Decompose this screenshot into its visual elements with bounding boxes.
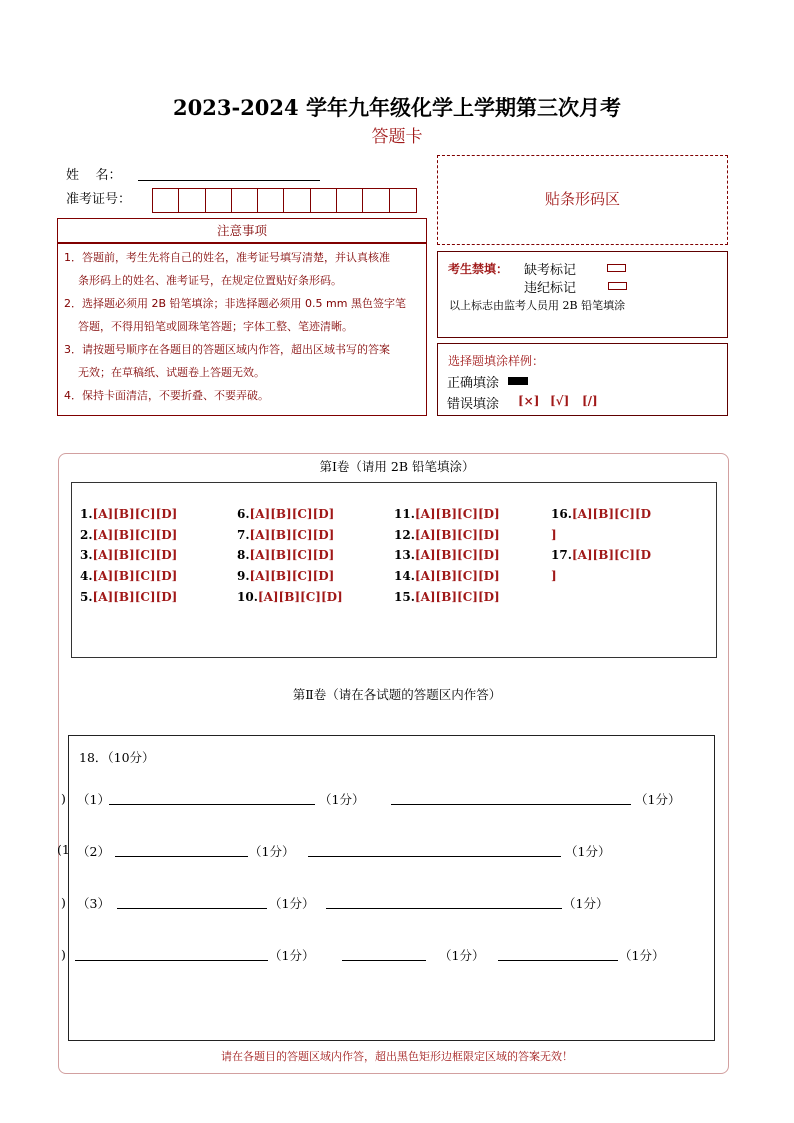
absent-mark-box[interactable] (607, 264, 626, 272)
name-label: 姓 名： (66, 168, 122, 183)
answer-options[interactable]: [A][B][C][D (571, 548, 652, 562)
answer-blank[interactable] (75, 960, 268, 961)
score-label: （1分） (563, 896, 609, 911)
question-number: 11. (394, 507, 415, 521)
question-number: 15. (394, 590, 415, 604)
options-continuation: ] (551, 528, 557, 542)
notice-item (64, 384, 424, 407)
notice-item (64, 246, 424, 292)
id-digit-box[interactable] (390, 189, 416, 212)
notice-line: 3．请按题号顺序在各题目的答题区域内作答，超出区域书写的答案 (64, 343, 390, 356)
answer-options[interactable]: [A][B][C][D] (414, 590, 500, 604)
notice-line: 无效；在草稿纸、试题卷上答题无效。 (78, 366, 265, 379)
question-number: 4. (80, 569, 93, 583)
barcode-area: 贴条形码区 (437, 155, 728, 245)
id-digit-box[interactable] (363, 189, 389, 212)
choice-question-16[interactable] (551, 507, 651, 521)
notice-line: 条形码上的姓名、准考证号，在规定位置贴好条形码。 (78, 274, 342, 287)
answer-options[interactable]: [A][B][C][D] (92, 569, 178, 583)
forbidden-note: 以上标志由监考人员用 2B 铅笔填涂 (449, 299, 626, 312)
id-digit-box[interactable] (311, 189, 337, 212)
choice-question-7[interactable] (237, 528, 334, 542)
answer-blank[interactable] (342, 960, 426, 961)
choice-question-15[interactable] (394, 590, 500, 604)
violation-mark-box[interactable] (608, 282, 627, 290)
question-number: 8. (237, 548, 250, 562)
id-digit-box[interactable] (232, 189, 258, 212)
question-number: 17. (551, 548, 572, 562)
answer-options[interactable]: [A][B][C][D] (414, 528, 500, 542)
score-label: （1分） (565, 844, 611, 859)
choice-question-3[interactable] (80, 548, 177, 562)
notice-line: 2．选择题必须用 2B 铅笔填涂；非选择题必须用 0.5 mm 黑色签字笔 (64, 297, 406, 310)
score-label: （1分） (319, 792, 365, 807)
question-number: 2. (80, 528, 93, 542)
q18-heading: 18．（10分） (79, 750, 155, 765)
footer-warning: 请在各题目的答题区域内作答，超出黑色矩形边框限定区域的答案无效！ (221, 1050, 573, 1063)
edge-fragment: ) (61, 947, 66, 962)
options-continuation: ] (551, 569, 557, 583)
score-label: （1分） (635, 792, 681, 807)
notice-line: 答题，不得用铅笔或圆珠笔答题；字体工整、笔迹清晰。 (78, 320, 353, 333)
id-digit-box[interactable] (179, 189, 205, 212)
answer-options[interactable]: [A][B][C][D] (92, 548, 178, 562)
answer-blank[interactable] (115, 856, 248, 857)
part1-title: 第Ⅰ卷（请用 2B 铅笔填涂） (319, 459, 475, 474)
question-number: 1. (80, 507, 93, 521)
sample-box (437, 343, 728, 416)
notice-line: 1．答题前，考生先将自己的姓名，准考证号填写清楚，并认真核准 (64, 251, 390, 264)
answer-options[interactable]: [A][B][C][D] (92, 528, 178, 542)
answer-blank[interactable] (308, 856, 561, 857)
choice-question-14[interactable] (394, 569, 500, 583)
options-wrap (551, 528, 557, 542)
choice-question-6[interactable] (237, 507, 334, 521)
choice-question-13[interactable] (394, 548, 500, 562)
page-subtitle: 答题卡 (371, 127, 423, 147)
name-field[interactable] (138, 180, 320, 181)
choice-question-10[interactable] (237, 590, 343, 604)
score-label: （1分） (269, 896, 315, 911)
options-wrap (551, 569, 557, 583)
choice-box (71, 482, 717, 658)
question-number: 9. (237, 569, 250, 583)
answer-options[interactable]: [A][B][C][D] (414, 548, 500, 562)
answer-options[interactable]: [A][B][C][D] (414, 569, 500, 583)
forbidden-label: 考生禁填： (448, 262, 509, 276)
answer-blank[interactable] (498, 960, 618, 961)
answer-options[interactable]: [A][B][C][D] (249, 548, 335, 562)
filled-mark-icon (508, 377, 528, 385)
choice-question-17[interactable] (551, 548, 651, 562)
notice-item (64, 292, 424, 338)
sub-label: （3） (77, 896, 110, 911)
question-number: 5. (80, 590, 93, 604)
edge-fragment: ) (61, 791, 66, 806)
answer-options[interactable]: [A][B][C][D] (257, 590, 343, 604)
wrong-mark-check: [√] (550, 394, 570, 408)
choice-question-12[interactable] (394, 528, 500, 542)
sub-label: （1） (77, 792, 110, 807)
notice-item (64, 338, 424, 384)
choice-question-2[interactable] (80, 528, 177, 542)
wrong-mark-slash: [/] (582, 394, 598, 408)
correct-label: 正确填涂 (447, 376, 500, 391)
wrong-label: 错误填涂 (447, 397, 500, 412)
answer-blank[interactable] (117, 908, 267, 909)
id-digit-box[interactable] (284, 189, 310, 212)
question-number: 16. (551, 507, 572, 521)
question-number: 13. (394, 548, 415, 562)
id-digit-box[interactable] (258, 189, 284, 212)
choice-question-8[interactable] (237, 548, 334, 562)
answer-options[interactable]: [A][B][C][D] (92, 507, 178, 521)
question-number: 14. (394, 569, 415, 583)
choice-question-11[interactable] (394, 507, 500, 521)
id-digit-box[interactable] (337, 189, 363, 212)
score-label: （1分） (619, 948, 665, 963)
id-number-boxes[interactable] (152, 188, 417, 213)
question-number: 12. (394, 528, 415, 542)
id-label: 准考证号： (66, 192, 132, 207)
absent-label: 缺考标记 (524, 263, 577, 278)
answer-options[interactable]: [A][B][C][D (571, 507, 652, 521)
edge-fragment: ) (61, 895, 66, 910)
choice-question-9[interactable] (237, 569, 334, 583)
question-number: 6. (237, 507, 250, 521)
score-label: （1分） (269, 948, 315, 963)
edge-fragment: (1 (57, 842, 70, 857)
question-number: 3. (80, 548, 93, 562)
choice-question-1[interactable] (80, 507, 177, 521)
part2-title: 第Ⅱ卷（请在各试题的答题区内作答） (292, 687, 502, 702)
choice-question-4[interactable] (80, 569, 177, 583)
question-18-box (57, 735, 715, 1041)
notice-box (57, 218, 427, 416)
violation-label: 违纪标记 (524, 281, 577, 296)
question-number: 7. (237, 528, 250, 542)
page-title: 2023-2024 学年九年级化学上学期第三次月考 (173, 95, 621, 120)
forbidden-box (437, 251, 728, 338)
answer-options[interactable]: [A][B][C][D] (414, 507, 500, 521)
answer-blank[interactable] (326, 908, 562, 909)
score-label: （1分） (439, 948, 485, 963)
id-digit-box[interactable] (206, 189, 232, 212)
score-label: （1分） (249, 844, 295, 859)
notice-title: 注意事项 (58, 219, 426, 244)
notice-line: 4．保持卡面清洁，不要折叠、不要弄破。 (64, 389, 269, 402)
choice-question-5[interactable] (80, 590, 177, 604)
id-digit-box[interactable] (153, 189, 179, 212)
question-number: 10. (237, 590, 258, 604)
answer-blank[interactable] (391, 804, 631, 805)
answer-options[interactable]: [A][B][C][D] (92, 590, 178, 604)
answer-blank[interactable] (109, 804, 315, 805)
answer-options[interactable]: [A][B][C][D] (249, 507, 335, 521)
sub-label: （2） (77, 844, 110, 859)
answer-options[interactable]: [A][B][C][D] (249, 528, 335, 542)
answer-options[interactable]: [A][B][C][D] (249, 569, 335, 583)
wrong-mark-cross: [×] (518, 394, 540, 408)
sample-title: 选择题填涂样例： (448, 354, 545, 368)
